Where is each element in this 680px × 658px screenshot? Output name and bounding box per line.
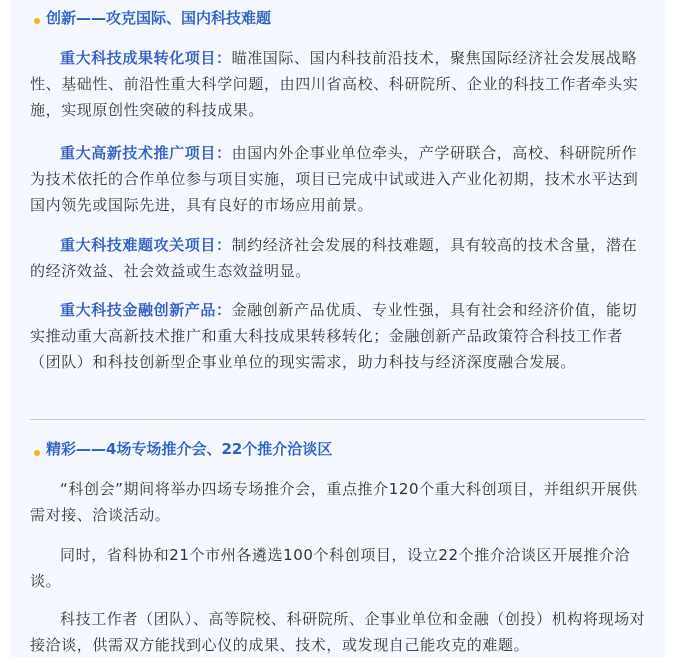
section-divider <box>30 419 645 420</box>
text-tech-transfer: 瞄准国际、国内科技前沿技术，聚焦国际经济社会发展战略性、基础性、前沿性重大科学问题，由四川省高校、科研院所、企业的科技工作者牵头实施，实现原创性突破的科技成果。 <box>30 49 639 119</box>
text-promotion-sessions: “科创会”期间将举办四场专场推介会，重点推介120个重大科创项目，并组织开展供需对接、洽谈活动。 <box>30 480 638 524</box>
text-finance-product: 金融创新产品优质、专业性强，具有社会和经济价值，能切实推动重大高新技术推广和重大科技成果转移转化；金融创新产品政策符合科技工作者（团队）和科技创新型企事业单位的现实需求，助力科技与经济深度融合发展。 <box>30 301 638 371</box>
paragraph-onsite-matching <box>30 606 650 658</box>
section-bullet-icon <box>34 18 40 24</box>
paragraph-high-tech-promotion <box>30 140 650 218</box>
text-high-tech-promotion: 由国内外企事业单位牵头，产学研联合，高校、科研院所作为技术依托的合作单位参与项目实施，项目已完成中试或进入产业化初期，技术水平达到国内领先或国际先进，具有良好的市场应用前景。 <box>30 144 639 214</box>
section-bullet-icon <box>34 450 40 456</box>
label-tech-transfer: 重大科技成果转化项目： <box>60 49 232 67</box>
text-negotiation-zones: 同时，省科协和21个市州各遴选100个科创项目，设立22个推介洽谈区开展推介洽谈。 <box>30 546 631 590</box>
paragraph-negotiation-zones <box>30 542 650 594</box>
section-title-innovation: 创新——攻克国际、国内科技难题 <box>46 9 272 27</box>
label-high-tech-promotion: 重大高新技术推广项目： <box>60 144 232 162</box>
paragraph-tech-challenge <box>30 232 650 284</box>
label-tech-challenge: 重大科技难题攻关项目： <box>60 236 232 254</box>
text-onsite-matching: 科技工作者（团队）、高等院校、科研院所、企事业单位和金融（创投）机构将现场对接洽谈，供需双方能找到心仪的成果、技术，或发现自己能攻克的难题。 <box>30 610 646 654</box>
paragraph-finance-product <box>30 297 650 375</box>
paragraph-tech-transfer <box>30 45 650 123</box>
paragraph-promotion-sessions <box>30 476 650 528</box>
text-tech-challenge: 制约经济社会发展的科技难题，具有较高的技术含量，潜在的经济效益、社会效益或生态效益明显。 <box>30 236 638 280</box>
section-title-highlights: 精彩——4场专场推介会、22个推介洽谈区 <box>46 440 333 458</box>
label-finance-product: 重大科技金融创新产品： <box>60 301 232 319</box>
